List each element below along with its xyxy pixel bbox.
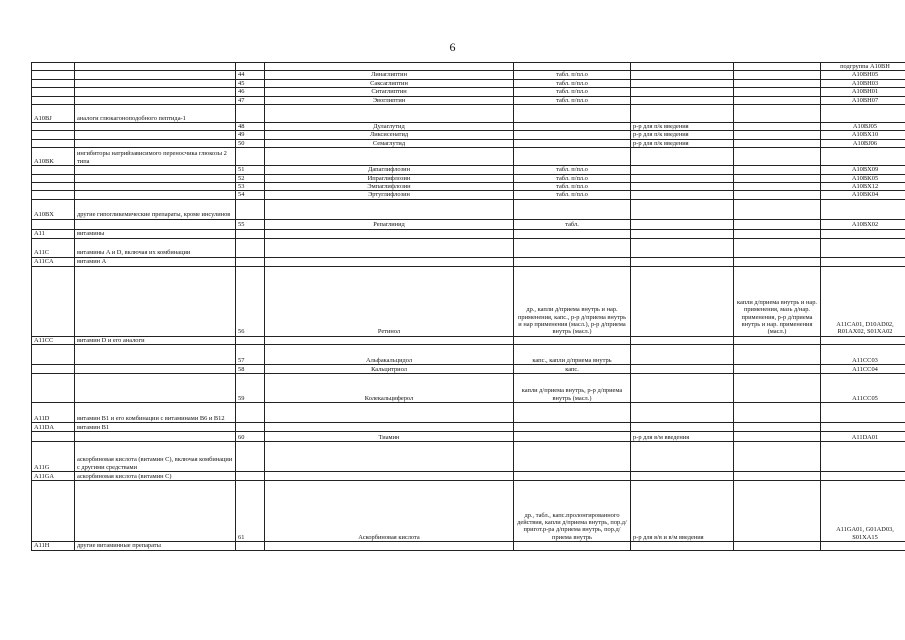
atc-group-code-cell (32, 139, 75, 147)
injection-form-cell (631, 229, 734, 238)
table-row (32, 336, 905, 344)
group-name-cell (75, 88, 236, 96)
row-number-cell (236, 63, 265, 71)
atc-code-cell: A10BH07 (821, 96, 905, 104)
table-row (32, 472, 905, 481)
dosage-form-cell: табл. п/пл.о (514, 88, 631, 96)
dosage-form-cell (514, 403, 631, 423)
group-name-cell (75, 71, 236, 79)
row-number-cell: 49 (236, 131, 265, 139)
drug-name-cell: Линаглиптин (265, 71, 514, 79)
row-number-cell: 46 (236, 88, 265, 96)
drug-name-cell (265, 472, 514, 481)
drug-table (31, 62, 905, 551)
drug-name-cell (265, 336, 514, 344)
injection-form-cell (631, 79, 734, 87)
atc-code-cell: A10BX02 (821, 219, 905, 229)
atc-group-code-cell (32, 88, 75, 96)
atc-group-code-cell: A11D (32, 403, 75, 423)
table-row (32, 139, 905, 147)
injection-form-cell (631, 199, 734, 219)
row-number-cell: 48 (236, 123, 265, 131)
table-row (32, 79, 905, 87)
row-number-cell: 54 (236, 191, 265, 199)
atc-group-code-cell (32, 63, 75, 71)
drug-name-cell: Ретинол (265, 266, 514, 336)
other-form-cell (734, 123, 821, 131)
row-number-cell: 53 (236, 183, 265, 191)
row-number-cell (236, 257, 265, 266)
drug-name-cell (265, 148, 514, 166)
row-number-cell: 61 (236, 481, 265, 542)
drug-name-cell: Дулаглутид (265, 123, 514, 131)
atc-code-cell: A10BH01 (821, 88, 905, 96)
row-number-cell: 50 (236, 139, 265, 147)
dosage-form-cell (514, 257, 631, 266)
table-row (32, 403, 905, 423)
drug-name-cell: Дапаглифлозин (265, 166, 514, 174)
injection-form-cell (631, 96, 734, 104)
row-number-cell (236, 542, 265, 550)
drug-name-cell (265, 229, 514, 238)
table-row (32, 199, 905, 219)
group-name-cell (75, 131, 236, 139)
dosage-form-cell (514, 432, 631, 442)
injection-form-cell (631, 174, 734, 182)
row-number-cell: 60 (236, 432, 265, 442)
drug-name-cell: Репаглинид (265, 219, 514, 229)
table-row (32, 442, 905, 472)
group-name-cell (75, 365, 236, 374)
other-form-cell (734, 432, 821, 442)
atc-code-cell (821, 472, 905, 481)
group-name-cell (75, 166, 236, 174)
group-name-cell (75, 96, 236, 104)
atc-code-cell (821, 336, 905, 344)
row-number-cell (236, 403, 265, 423)
atc-code-cell: A11CC04 (821, 365, 905, 374)
row-number-cell: 57 (236, 345, 265, 365)
atc-group-code-cell (32, 183, 75, 191)
dosage-form-cell (514, 229, 631, 238)
atc-code-cell: A11CC05 (821, 374, 905, 403)
table-row (32, 105, 905, 123)
injection-form-cell (631, 266, 734, 336)
dosage-form-cell (514, 542, 631, 550)
group-name-cell (75, 345, 236, 365)
atc-code-cell: A10BK05 (821, 174, 905, 182)
atc-code-cell: A10BX09 (821, 166, 905, 174)
group-name-cell (75, 174, 236, 182)
row-number-cell: 56 (236, 266, 265, 336)
injection-form-cell (631, 442, 734, 472)
atc-code-cell (821, 542, 905, 550)
dosage-form-cell: табл. п/пл.о (514, 166, 631, 174)
group-name-cell: витамины (75, 229, 236, 238)
drug-name-cell: Кальцитриол (265, 365, 514, 374)
row-number-cell (236, 229, 265, 238)
injection-form-cell (631, 105, 734, 123)
drug-name-cell: Эртуглифлозин (265, 191, 514, 199)
table-row (32, 183, 905, 191)
row-number-cell: 47 (236, 96, 265, 104)
row-number-cell: 51 (236, 166, 265, 174)
drug-name-cell: Саксаглиптин (265, 79, 514, 87)
row-number-cell: 58 (236, 365, 265, 374)
drug-name-cell: Семаглутид (265, 139, 514, 147)
table-row (32, 238, 905, 257)
atc-code-cell (821, 403, 905, 423)
group-name-cell: витамин B1 и его комбинации с витаминами B6 и B12 (75, 403, 236, 423)
atc-code-cell (821, 423, 905, 432)
dosage-form-cell: табл. п/пл.о (514, 71, 631, 79)
other-form-cell (734, 345, 821, 365)
group-name-cell (75, 481, 236, 542)
group-name-cell (75, 266, 236, 336)
injection-form-cell (631, 71, 734, 79)
atc-code-cell: A11GA01, G01AD03, S01XA15 (821, 481, 905, 542)
group-name-cell: витамин B1 (75, 423, 236, 432)
other-form-cell (734, 238, 821, 257)
dosage-form-cell (514, 105, 631, 123)
atc-code-cell: A10BH05 (821, 71, 905, 79)
table-row (32, 481, 905, 542)
atc-group-code-cell (32, 374, 75, 403)
group-name-cell: аналоги глюкагоноподобного пептида-1 (75, 105, 236, 123)
group-name-cell (75, 139, 236, 147)
other-form-cell (734, 183, 821, 191)
table-row (32, 96, 905, 104)
dosage-form-cell: др., капли д/приема внутрь и нар. применения, капс., р-р д/приема внутрь и нар применения (масл.), р-р д/приема внутрь (масл.) (514, 266, 631, 336)
atc-code-cell: A11CC03 (821, 345, 905, 365)
atc-group-code-cell (32, 131, 75, 139)
table-row (32, 88, 905, 96)
dosage-form-cell (514, 148, 631, 166)
row-number-cell (236, 472, 265, 481)
other-form-cell (734, 166, 821, 174)
atc-code-cell (821, 148, 905, 166)
injection-form-cell (631, 542, 734, 550)
atc-group-code-cell: A11DA (32, 423, 75, 432)
atc-group-code-cell (32, 345, 75, 365)
atc-group-code-cell: A10BX (32, 199, 75, 219)
dosage-form-cell (514, 131, 631, 139)
row-number-cell (236, 423, 265, 432)
group-name-cell (75, 63, 236, 71)
drug-name-cell: Ипраглифлозин (265, 174, 514, 182)
drug-name-cell (265, 199, 514, 219)
atc-code-cell: A10BJ06 (821, 139, 905, 147)
atc-code-cell (821, 229, 905, 238)
drug-name-cell (265, 63, 514, 71)
other-form-cell (734, 148, 821, 166)
injection-form-cell (631, 345, 734, 365)
atc-code-cell: A10BX12 (821, 183, 905, 191)
atc-group-code-cell (32, 123, 75, 131)
other-form-cell (734, 191, 821, 199)
table-row (32, 191, 905, 199)
atc-group-code-cell (32, 219, 75, 229)
row-number-cell: 44 (236, 71, 265, 79)
drug-name-cell (265, 403, 514, 423)
other-form-cell (734, 336, 821, 344)
atc-code-cell: подгруппа A10BH (821, 63, 905, 71)
dosage-form-cell (514, 442, 631, 472)
table-row (32, 123, 905, 131)
injection-form-cell: р-р для п/к введения (631, 139, 734, 147)
atc-group-code-cell (32, 266, 75, 336)
drug-name-cell (265, 542, 514, 550)
dosage-form-cell: табл. (514, 219, 631, 229)
atc-code-cell (821, 257, 905, 266)
dosage-form-cell (514, 336, 631, 344)
atc-group-code-cell: A11C (32, 238, 75, 257)
row-number-cell (236, 105, 265, 123)
table-row (32, 71, 905, 79)
drug-name-cell: Эмпаглифлозин (265, 183, 514, 191)
atc-group-code-cell (32, 174, 75, 182)
drug-name-cell: Альфакальцидол (265, 345, 514, 365)
atc-code-cell: A11CA01, D10AD02, R01AX02, S01XA02 (821, 266, 905, 336)
table-row (32, 166, 905, 174)
drug-name-cell (265, 423, 514, 432)
row-number-cell (236, 336, 265, 344)
group-name-cell (75, 123, 236, 131)
table-row (32, 148, 905, 166)
other-form-cell (734, 219, 821, 229)
atc-group-code-cell (32, 79, 75, 87)
dosage-form-cell (514, 238, 631, 257)
table-row (32, 174, 905, 182)
row-number-cell: 52 (236, 174, 265, 182)
drug-name-cell (265, 257, 514, 266)
table-row (32, 345, 905, 365)
injection-form-cell (631, 257, 734, 266)
group-name-cell: витамин A (75, 257, 236, 266)
dosage-form-cell (514, 199, 631, 219)
atc-code-cell: A10BX10 (821, 131, 905, 139)
other-form-cell (734, 131, 821, 139)
group-name-cell: аскорбиновая кислота (витамин C) (75, 472, 236, 481)
atc-group-code-cell: A10BJ (32, 105, 75, 123)
table-row (32, 423, 905, 432)
table-row (32, 266, 905, 336)
drug-name-cell: Ликсисенатид (265, 131, 514, 139)
other-form-cell (734, 542, 821, 550)
table-row (32, 131, 905, 139)
dosage-form-cell (514, 123, 631, 131)
atc-group-code-cell: A11CA (32, 257, 75, 266)
row-number-cell: 59 (236, 374, 265, 403)
injection-form-cell: р-р для в/м введения (631, 432, 734, 442)
injection-form-cell: р-р для п/к введения (631, 131, 734, 139)
group-name-cell: другие гипогликемические препараты, кроме инсулинов (75, 199, 236, 219)
dosage-form-cell: табл. п/пл.о (514, 183, 631, 191)
row-number-cell (236, 199, 265, 219)
injection-form-cell (631, 219, 734, 229)
injection-form-cell (631, 365, 734, 374)
atc-group-code-cell (32, 71, 75, 79)
row-number-cell: 55 (236, 219, 265, 229)
row-number-cell (236, 148, 265, 166)
atc-code-cell (821, 442, 905, 472)
other-form-cell (734, 105, 821, 123)
dosage-form-cell: капс. (514, 365, 631, 374)
page-number: 6 (449, 40, 456, 54)
atc-group-code-cell: A11H (32, 542, 75, 550)
group-name-cell (75, 79, 236, 87)
drug-name-cell: Тиамин (265, 432, 514, 442)
group-name-cell (75, 432, 236, 442)
dosage-form-cell: табл. п/пл.о (514, 79, 631, 87)
other-form-cell (734, 199, 821, 219)
atc-group-code-cell (32, 365, 75, 374)
dosage-form-cell (514, 63, 631, 71)
atc-group-code-cell: A11G (32, 442, 75, 472)
group-name-cell (75, 219, 236, 229)
atc-group-code-cell: A10BK (32, 148, 75, 166)
other-form-cell (734, 481, 821, 542)
other-form-cell (734, 96, 821, 104)
injection-form-cell: р-р для в/в и в/м введения (631, 481, 734, 542)
table-row (32, 219, 905, 229)
other-form-cell (734, 472, 821, 481)
other-form-cell (734, 174, 821, 182)
injection-form-cell (631, 63, 734, 71)
group-name-cell (75, 183, 236, 191)
dosage-form-cell: капли д/приема внутрь, р-р д/приема внутрь (масл.) (514, 374, 631, 403)
atc-group-code-cell (32, 96, 75, 104)
drug-name-cell: Колекальциферол (265, 374, 514, 403)
injection-form-cell (631, 166, 734, 174)
other-form-cell (734, 79, 821, 87)
other-form-cell (734, 88, 821, 96)
atc-code-cell: A10BJ05 (821, 123, 905, 131)
dosage-form-cell: др., табл., капс.пролонгированного действия, капли д/приема внутрь, пор.д/пригот.р-ра д/приема внутрь, пор.д/приема внутрь (514, 481, 631, 542)
row-number-cell (236, 442, 265, 472)
group-name-cell (75, 374, 236, 403)
other-form-cell (734, 374, 821, 403)
table-row (32, 229, 905, 238)
atc-code-cell (821, 238, 905, 257)
atc-group-code-cell: A11CC (32, 336, 75, 344)
dosage-form-cell: табл. п/пл.о (514, 191, 631, 199)
other-form-cell (734, 229, 821, 238)
injection-form-cell (631, 191, 734, 199)
row-number-cell: 45 (236, 79, 265, 87)
dosage-form-cell: табл. п/пл.о (514, 174, 631, 182)
atc-group-code-cell (32, 432, 75, 442)
other-form-cell (734, 365, 821, 374)
atc-group-code-cell (32, 481, 75, 542)
group-name-cell: ингибиторы натрийзависимого переносчика глюкозы 2 типа (75, 148, 236, 166)
atc-group-code-cell: A11GA (32, 472, 75, 481)
injection-form-cell (631, 403, 734, 423)
drug-name-cell (265, 105, 514, 123)
injection-form-cell (631, 423, 734, 432)
dosage-form-cell: капс., капли д/приема внутрь (514, 345, 631, 365)
row-number-cell (236, 238, 265, 257)
atc-code-cell (821, 199, 905, 219)
dosage-form-cell (514, 472, 631, 481)
other-form-cell (734, 423, 821, 432)
atc-code-cell: A10BH03 (821, 79, 905, 87)
atc-code-cell (821, 105, 905, 123)
dosage-form-cell: табл. п/пл.о (514, 96, 631, 104)
atc-code-cell: A11DA01 (821, 432, 905, 442)
injection-form-cell (631, 183, 734, 191)
table-row (32, 542, 905, 550)
table-row (32, 365, 905, 374)
table-row (32, 374, 905, 403)
other-form-cell (734, 71, 821, 79)
dosage-form-cell (514, 139, 631, 147)
drug-name-cell (265, 442, 514, 472)
injection-form-cell (631, 374, 734, 403)
atc-code-cell: A10BK04 (821, 191, 905, 199)
injection-form-cell (631, 472, 734, 481)
atc-group-code-cell (32, 166, 75, 174)
table-row (32, 63, 905, 71)
injection-form-cell: р-р для п/к введения (631, 123, 734, 131)
other-form-cell (734, 139, 821, 147)
drug-name-cell: Аскорбиновая кислота (265, 481, 514, 542)
group-name-cell (75, 191, 236, 199)
atc-group-code-cell (32, 191, 75, 199)
other-form-cell (734, 442, 821, 472)
other-form-cell: капли д/приема внутрь и нар. применения, мазь д/нар. применения, р-р д/приема внутрь и нар. применения (масл.) (734, 266, 821, 336)
group-name-cell: аскорбиновая кислота (витамин C), включая комбинации с другими средствами (75, 442, 236, 472)
table-row (32, 257, 905, 266)
drug-name-cell: Ситаглиптин (265, 88, 514, 96)
injection-form-cell (631, 238, 734, 257)
atc-group-code-cell: A11 (32, 229, 75, 238)
group-name-cell: витамины A и D, включая их комбинации (75, 238, 236, 257)
table-row (32, 432, 905, 442)
injection-form-cell (631, 336, 734, 344)
other-form-cell (734, 257, 821, 266)
group-name-cell: витамин D и его аналоги (75, 336, 236, 344)
dosage-form-cell (514, 423, 631, 432)
other-form-cell (734, 403, 821, 423)
injection-form-cell (631, 88, 734, 96)
other-form-cell (734, 63, 821, 71)
group-name-cell: другие витаминные препараты (75, 542, 236, 550)
drug-name-cell: Эвоглиптин (265, 96, 514, 104)
drug-name-cell (265, 238, 514, 257)
injection-form-cell (631, 148, 734, 166)
